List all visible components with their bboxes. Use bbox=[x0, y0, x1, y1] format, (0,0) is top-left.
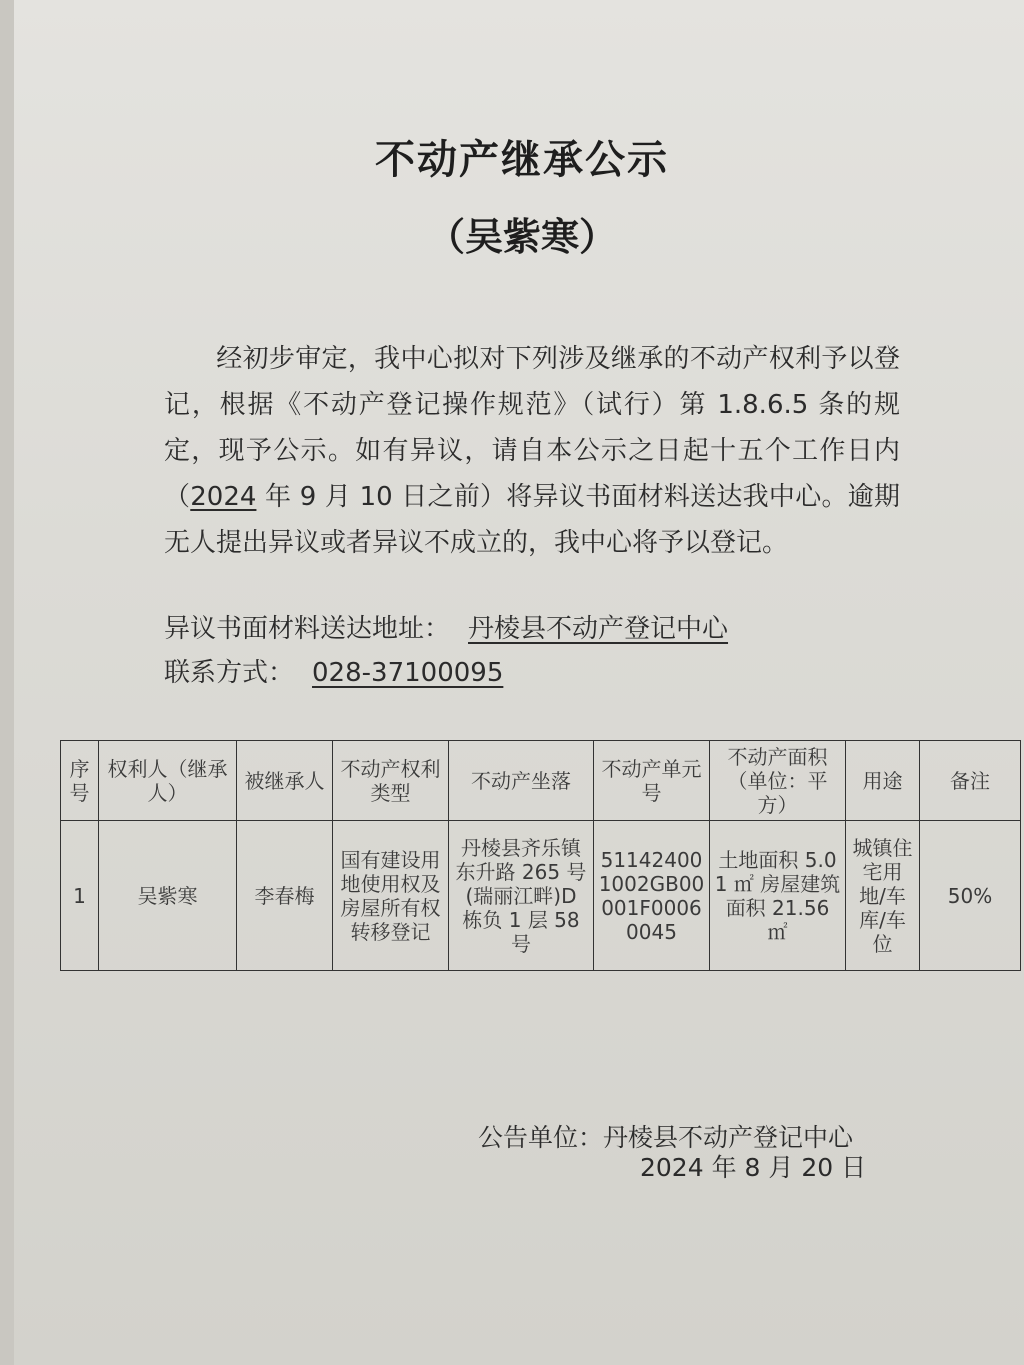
notice-subtitle: （吴紫寒） bbox=[426, 215, 617, 259]
header-cell: 备注 bbox=[920, 741, 1021, 821]
cell-right-type: 国有建设用地使用权及房屋所有权转移登记 bbox=[333, 821, 449, 971]
property-table bbox=[60, 740, 1021, 971]
header-cell: 用途 bbox=[846, 741, 920, 821]
table-header-row bbox=[61, 741, 1021, 821]
address-value: 丹棱县不动产登记中心 bbox=[468, 614, 729, 644]
cell-decedent: 李春梅 bbox=[237, 821, 333, 971]
header-cell: 不动产单元号 bbox=[594, 741, 710, 821]
header-cell: 权利人（继承人） bbox=[99, 741, 237, 821]
cell-location: 丹棱县齐乐镇东升路 265 号(瑞丽江畔)D 栋负 1 层 58 号 bbox=[449, 821, 594, 971]
notice-paragraph bbox=[164, 336, 900, 566]
header-cell: 不动产面积（单位：平方） bbox=[710, 741, 846, 821]
contact-row bbox=[164, 652, 503, 689]
cell-unit-number: 511424001002GB00001F00060045 bbox=[594, 821, 710, 971]
paragraph-part-1: 经初步审定，我中心拟对下列涉及继承的不动产权利予以登记，根据《不动产登记操作规范》（试行）第 1.8.6.5 条的规定，现予公示。如有异议，请自本公示之日起十五个工作日内（ bbox=[164, 344, 900, 512]
cell-usage: 城镇住宅用地/车库/车位 bbox=[846, 821, 920, 971]
header-cell: 被继承人 bbox=[237, 741, 333, 821]
cell-area: 土地面积 5.01 ㎡ 房屋建筑面积 21.56 ㎡ bbox=[710, 821, 846, 971]
contact-label: 联系方式： bbox=[164, 658, 295, 688]
header-cell: 不动产坐落 bbox=[449, 741, 594, 821]
cell-index: 1 bbox=[61, 821, 99, 971]
cell-heir: 吴紫寒 bbox=[99, 821, 237, 971]
cell-remark: 50% bbox=[920, 821, 1021, 971]
table-row bbox=[61, 821, 1021, 971]
header-cell: 序号 bbox=[61, 741, 99, 821]
notice-title: 不动产继承公示 bbox=[375, 137, 669, 183]
address-label: 异议书面材料送达地址： bbox=[164, 614, 451, 644]
deadline-year: 2024 bbox=[190, 482, 257, 512]
header-cell: 不动产权利类型 bbox=[333, 741, 449, 821]
issuing-unit: 公告单位：丹棱县不动产登记中心 bbox=[478, 1123, 854, 1152]
address-row bbox=[164, 608, 728, 645]
issue-date: 2024 年 8 月 20 日 bbox=[640, 1153, 867, 1182]
paragraph-part-2: 年 9 月 10 日之前）将异议书面材料送达我中心。逾期无人提出异议或者异议不成立的，我中心将予以登记。 bbox=[164, 482, 900, 558]
contact-value: 028-37100095 bbox=[312, 658, 504, 688]
